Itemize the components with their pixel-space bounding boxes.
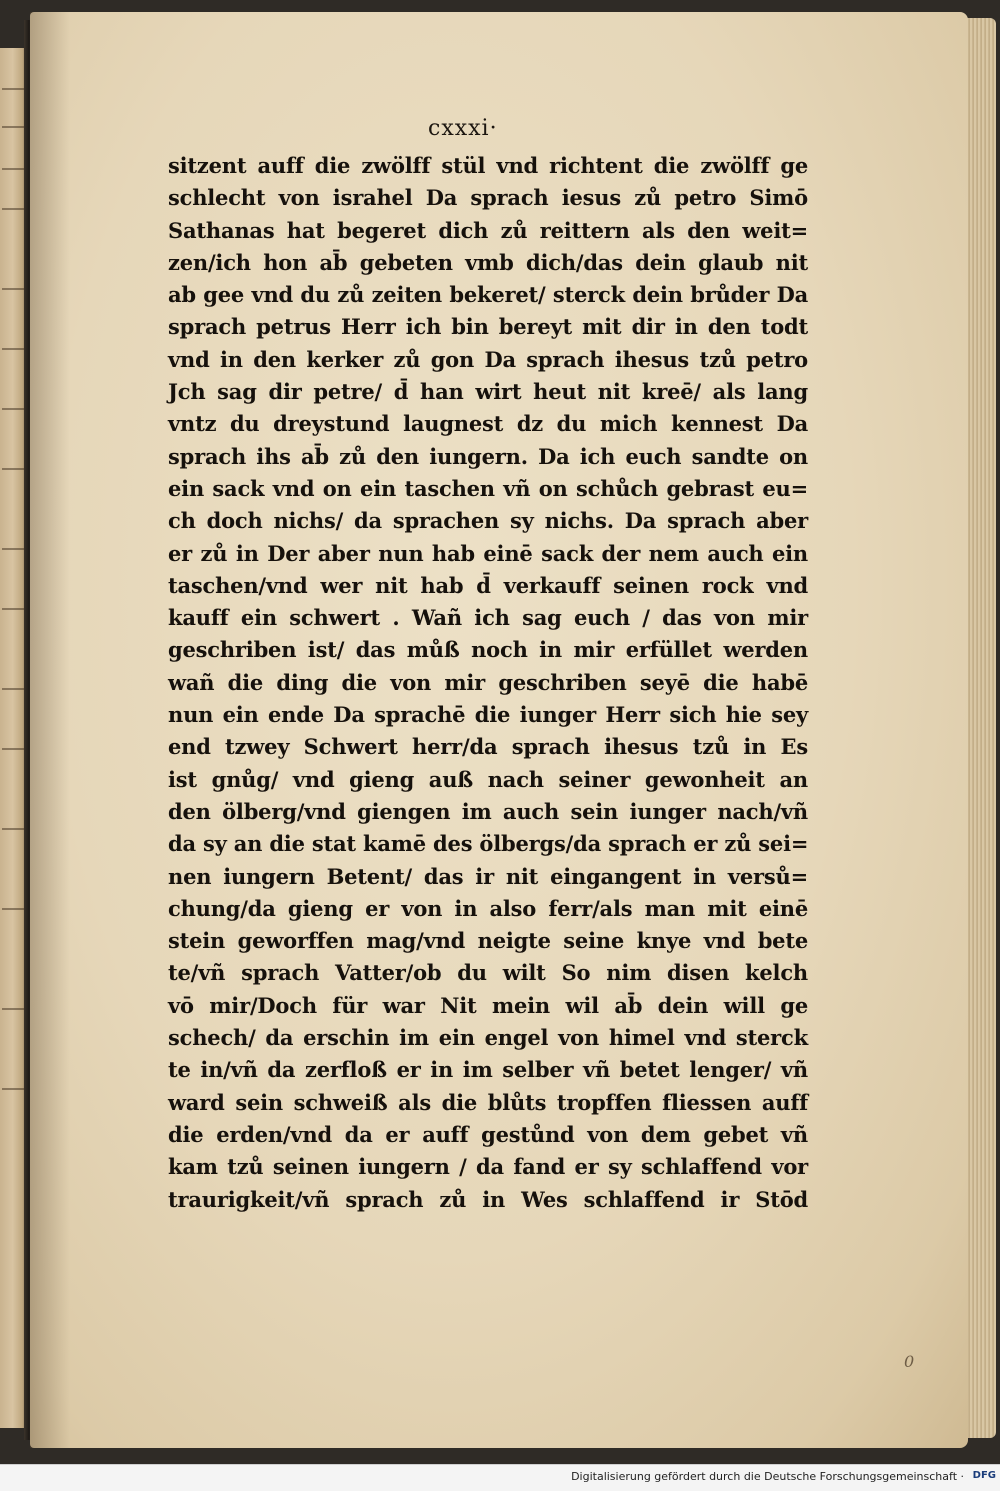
text-line: ist gnůg/ vnd gieng auß nach seiner gewonheit an: [168, 766, 808, 792]
text-line: den ölberg/vnd giengen im auch sein iunger nach/vñ: [168, 798, 808, 824]
text-line: kam tzů seinen iungern / da fand er sy schlaffend vor: [168, 1154, 808, 1180]
text-line: chung/da gieng er von in also ferr/als man mit einē: [168, 895, 808, 921]
text-line: zen/ich hon ab̄ gebeten vmb dich/das dein glaub nit: [168, 249, 808, 275]
text-line: wañ die ding die von mir geschriben seyē die habē: [168, 669, 808, 695]
dfg-logo: DFG: [972, 1470, 996, 1481]
folio-number: cxxxi·: [428, 116, 498, 141]
text-line: die erden/vnd da er auff gestůnd von dem gebet vñ: [168, 1121, 808, 1147]
page-mark: 0: [904, 1352, 915, 1371]
text-line: geschriben ist/ das můß noch in mir erfüllet werden: [168, 637, 808, 663]
text-line: ward sein schweiß als die blůts tropffen fliessen auff: [168, 1089, 808, 1115]
text-line: Jch sag dir petre/ d̄ han wirt heut nit kreē/ als lang: [168, 379, 808, 405]
text-line: ab gee vnd du zů zeiten bekeret/ sterck dein brůder Da: [168, 282, 808, 308]
text-line: sprach ihs ab̄ zů den iungern. Da ich euch sandte on: [168, 443, 808, 469]
text-line: ch doch nichs/ da sprachen sy nichs. Da sprach aber: [168, 508, 808, 534]
text-line: stein geworffen mag/vnd neigte seine knye vnd bete: [168, 928, 808, 954]
text-line: te in/vñ da zerfloß er in im selber vñ betet lenger/ vñ: [168, 1057, 808, 1083]
funding-credit: Digitalisierung gefördert durch die Deutsche Forschungsgemeinschaft ·: [571, 1470, 964, 1483]
text-line: traurigkeit/vñ sprach zů in Wes schlaffend ir Stōd: [168, 1186, 808, 1212]
text-line: Sathanas hat begeret dich zů reittern als den weit=: [168, 217, 808, 243]
text-line: schlecht von israhel Da sprach iesus zů petro Simō: [168, 185, 808, 211]
text-line: end tzwey Schwert herr/da sprach ihesus tzů in Es: [168, 734, 808, 760]
footer-bar: [0, 1464, 1000, 1491]
text-line: vnd in den kerker zů gon Da sprach ihesus tzů petro: [168, 346, 808, 372]
text-line: sprach petrus Herr ich bin bereyt mit dir in den todt: [168, 314, 808, 340]
text-line: ein sack vnd on ein taschen vñ on schůch gebrast eu=: [168, 475, 808, 501]
text-line: er zů in Der aber nun hab einē sack der nem auch ein: [168, 540, 808, 566]
text-line: vō mir/Doch für war Nit mein wil ab̄ dein will ge: [168, 992, 808, 1018]
text-line: taschen/vnd wer nit hab d̄ verkauff seinen rock vnd: [168, 572, 808, 598]
text-line: nen iungern Betent/ das ir nit eingangent in versů=: [168, 863, 808, 889]
text-line: sitzent auff die zwölff stül vnd richtent die zwölff ge: [168, 153, 808, 178]
text-line: te/vñ sprach Vatter/ob du wilt So nim disen kelch: [168, 960, 808, 986]
text-line: da sy an die stat kamē des ölbergs/da sprach er zů sei=: [168, 831, 809, 857]
text-line: kauff ein schwert . Wañ ich sag euch / das von mir: [168, 605, 808, 631]
text-line: vntz du dreystund laugnest dz du mich kennest Da: [168, 411, 808, 437]
text-line: schech/ da erschin im ein engel von himel vnd sterck: [168, 1025, 808, 1051]
text-line: nun ein ende Da sprachē die iunger Herr sich hie sey: [168, 702, 808, 728]
text-block: [168, 150, 808, 1216]
